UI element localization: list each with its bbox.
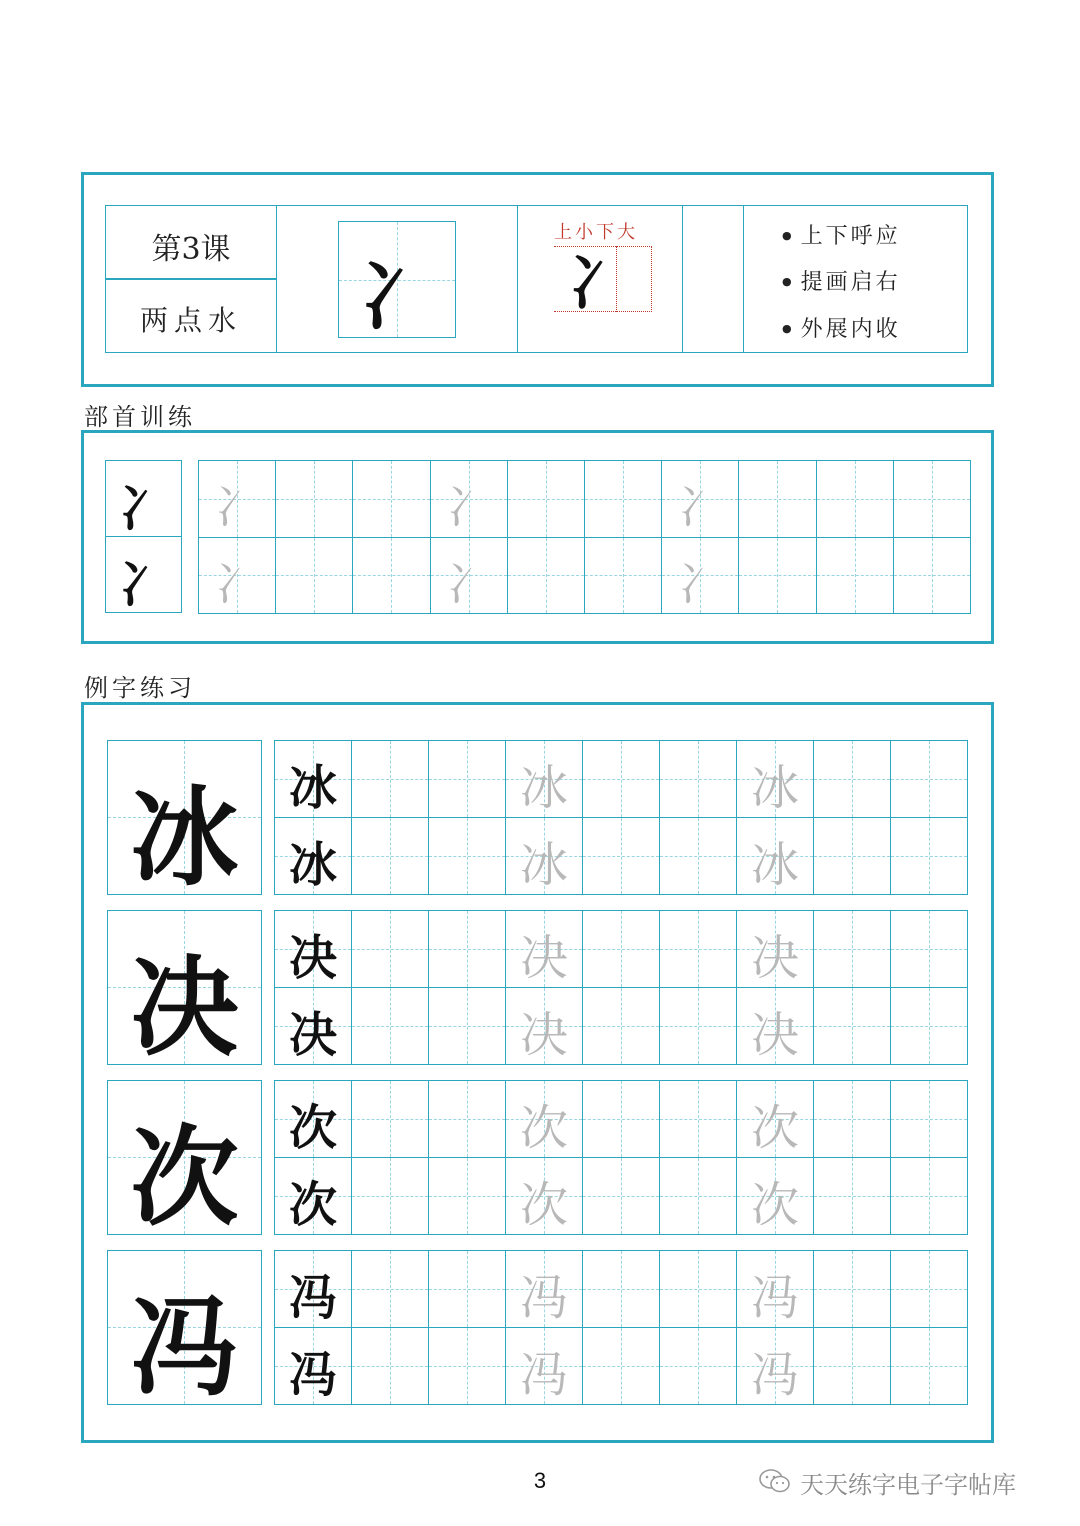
practice-cell (890, 817, 968, 895)
model-glyph: 决 (288, 930, 337, 986)
trace-glyph: 冫 (445, 556, 492, 611)
lesson-number-cell (105, 205, 277, 280)
practice-cell (428, 910, 506, 988)
practice-cell (582, 987, 660, 1065)
practice-cell (428, 1250, 506, 1328)
model-glyph: 次 (288, 1177, 337, 1233)
practice-cell (582, 1157, 660, 1235)
practice-cell (274, 910, 352, 988)
radical-model-glyph: 冫 (118, 555, 169, 614)
trace-glyph: 冯 (750, 1270, 799, 1326)
practice-cell (816, 460, 894, 538)
practice-cell (890, 1157, 968, 1235)
trace-glyph: 次 (750, 1100, 799, 1156)
model-glyph: 冯 (288, 1270, 337, 1326)
structure-glyph: 冫 (568, 249, 628, 319)
radical-training-title: 部首训练 (84, 403, 196, 431)
practice-cell (275, 460, 353, 538)
practice-cell (582, 1250, 660, 1328)
trace-glyph: 冰 (750, 760, 799, 816)
trace-glyph: 冯 (750, 1347, 799, 1403)
practice-cell (659, 1327, 737, 1405)
practice-cell (661, 460, 739, 538)
practice-cell (428, 1157, 506, 1235)
practice-cell (507, 460, 585, 538)
wechat-icon (758, 1468, 792, 1494)
practice-cell (351, 1157, 429, 1235)
practice-cell (428, 987, 506, 1065)
practice-cell (352, 460, 430, 538)
trace-glyph: 冰 (750, 837, 799, 893)
practice-cell (736, 1157, 814, 1235)
structure-panel (517, 205, 683, 353)
practice-cell (351, 1250, 429, 1328)
practice-cell (813, 910, 891, 988)
practice-cell (274, 1250, 352, 1328)
trace-glyph: 冫 (214, 556, 261, 611)
practice-cell (816, 537, 894, 615)
practice-cell (505, 1157, 583, 1235)
practice-cell (274, 1080, 352, 1158)
practice-cell (274, 740, 352, 818)
practice-cell (351, 910, 429, 988)
trace-glyph: 冫 (445, 480, 492, 534)
practice-cell (351, 987, 429, 1065)
practice-cell (584, 460, 662, 538)
model-glyph: 决 (288, 1007, 337, 1063)
radical-glyph: 冫 (359, 252, 435, 341)
practice-cell (659, 1157, 737, 1235)
practice-cell (736, 987, 814, 1065)
practice-cell (505, 1250, 583, 1328)
practice-cell (505, 987, 583, 1065)
practice-cell (893, 460, 971, 538)
practice-cell (584, 537, 662, 615)
practice-cell (659, 740, 737, 818)
practice-cell (738, 460, 816, 538)
tip-3: ● 外展内收 (782, 312, 901, 343)
practice-cell (428, 1080, 506, 1158)
practice-cell (505, 1080, 583, 1158)
radical-display-box (338, 221, 456, 341)
practice-cell (813, 1080, 891, 1158)
model-glyph: 次 (288, 1100, 337, 1156)
practice-cell (736, 1250, 814, 1328)
practice-cell (890, 1080, 968, 1158)
practice-cell (351, 1080, 429, 1158)
practice-cell (505, 817, 583, 895)
trace-glyph: 次 (519, 1100, 568, 1156)
trace-glyph: 冫 (677, 480, 724, 534)
blank-panel (682, 205, 744, 353)
practice-cell (813, 1327, 891, 1405)
trace-glyph: 冫 (677, 556, 724, 611)
practice-cell (505, 910, 583, 988)
practice-cell (893, 537, 971, 615)
practice-cell (659, 1250, 737, 1328)
practice-cell (582, 910, 660, 988)
radical-name-cell (105, 278, 277, 353)
practice-cell (659, 987, 737, 1065)
practice-cell (430, 460, 508, 538)
radical-name: 两点水 (139, 304, 242, 337)
practice-cell (428, 1327, 506, 1405)
practice-cell (430, 537, 508, 615)
practice-cell (736, 817, 814, 895)
practice-cell (813, 987, 891, 1065)
practice-cell (274, 1157, 352, 1235)
practice-cell (582, 740, 660, 818)
practice-cell (659, 817, 737, 895)
practice-cell (352, 537, 430, 615)
practice-cell (738, 537, 816, 615)
structure-hint: 上小下大 (554, 222, 638, 243)
tip-2: ● 提画启右 (782, 265, 901, 296)
practice-cell (661, 537, 739, 615)
practice-cell (274, 1327, 352, 1405)
model-glyph: 冰 (288, 760, 337, 816)
practice-cell (428, 817, 506, 895)
practice-cell (736, 1327, 814, 1405)
practice-cell (428, 740, 506, 818)
trace-glyph: 次 (750, 1177, 799, 1233)
practice-cell (351, 1327, 429, 1405)
practice-cell (813, 817, 891, 895)
trace-glyph: 冯 (519, 1347, 568, 1403)
example-practice-title: 例字练习 (84, 674, 196, 702)
practice-cell (582, 1327, 660, 1405)
model-glyph: 冰 (288, 837, 337, 893)
practice-cell (890, 740, 968, 818)
practice-cell (582, 1080, 660, 1158)
example-model-glyph: 决 (130, 945, 239, 1071)
trace-glyph: 决 (519, 930, 568, 986)
trace-glyph: 冰 (519, 760, 568, 816)
page-number: 3 (533, 1468, 547, 1493)
tip-1: ● 上下呼应 (782, 219, 901, 250)
practice-cell (351, 740, 429, 818)
radical-model-cell (105, 460, 182, 537)
practice-cell (659, 910, 737, 988)
practice-cell (505, 1327, 583, 1405)
model-glyph: 冯 (288, 1347, 337, 1403)
trace-glyph: 冯 (519, 1270, 568, 1326)
practice-cell (813, 1250, 891, 1328)
practice-cell (351, 817, 429, 895)
practice-cell (813, 1157, 891, 1235)
example-model-glyph: 冰 (130, 775, 239, 901)
example-model-glyph: 次 (130, 1115, 239, 1241)
example-model-cell (107, 1080, 262, 1241)
example-model-cell (107, 740, 262, 901)
practice-cell (890, 1250, 968, 1328)
trace-glyph: 冰 (519, 837, 568, 893)
lesson-number: 第3课 (151, 232, 231, 267)
practice-cell (274, 987, 352, 1065)
trace-glyph: 决 (750, 1007, 799, 1063)
practice-cell (198, 537, 276, 615)
watermark: 天天练字电子字帖库 (800, 1471, 1016, 1499)
radical-model-glyph: 冫 (118, 479, 169, 538)
example-model-cell (107, 1250, 262, 1411)
practice-cell (198, 460, 276, 538)
practice-cell (736, 1080, 814, 1158)
practice-cell (813, 740, 891, 818)
practice-cell (890, 987, 968, 1065)
practice-cell (659, 1080, 737, 1158)
practice-cell (582, 817, 660, 895)
practice-cell (274, 817, 352, 895)
trace-glyph: 冫 (214, 480, 261, 534)
practice-cell (507, 537, 585, 615)
example-model-glyph: 冯 (130, 1285, 239, 1411)
radical-model-cell (105, 536, 182, 613)
example-model-cell (107, 910, 262, 1071)
practice-cell (736, 910, 814, 988)
trace-glyph: 次 (519, 1177, 568, 1233)
practice-cell (890, 1327, 968, 1405)
trace-glyph: 决 (750, 930, 799, 986)
practice-cell (505, 740, 583, 818)
practice-cell (890, 910, 968, 988)
practice-cell (736, 740, 814, 818)
trace-glyph: 决 (519, 1007, 568, 1063)
practice-cell (275, 537, 353, 615)
